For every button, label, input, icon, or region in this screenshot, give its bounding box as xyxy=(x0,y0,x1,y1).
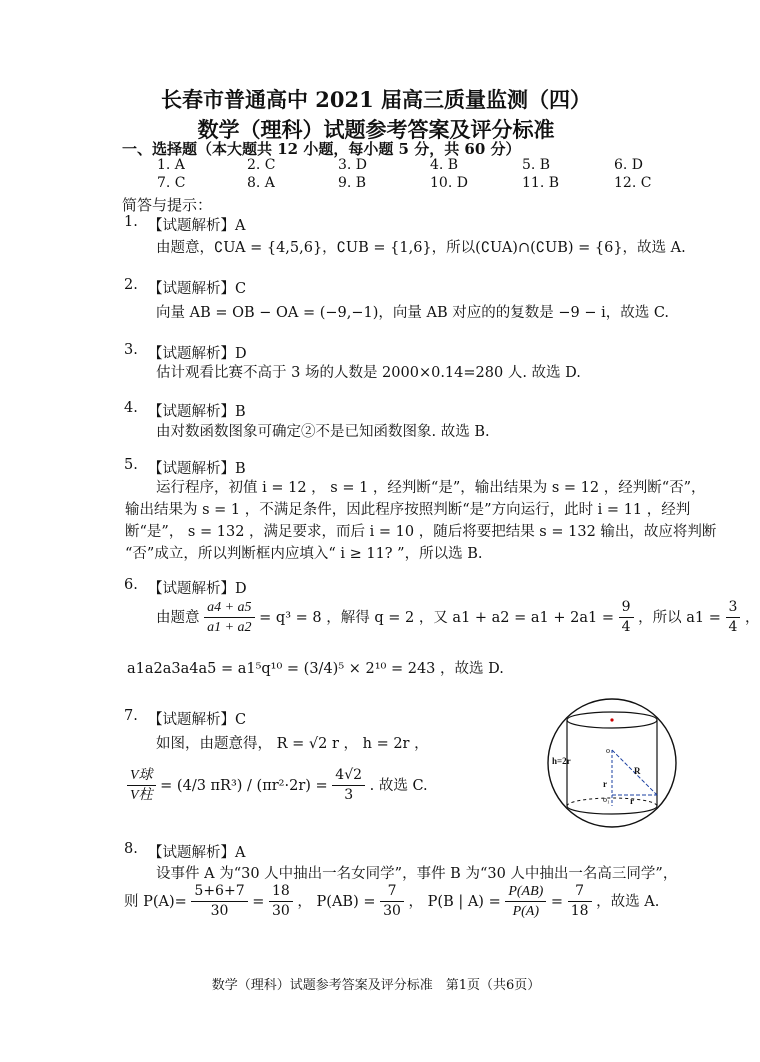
solution-text: 估计观看比赛不高于 3 场的人数是 2000×0.14=280 人. 故选 D. xyxy=(156,365,581,381)
eq-text: = xyxy=(252,893,265,910)
answer-item: 11. B xyxy=(522,175,560,191)
eq-text: = xyxy=(550,893,564,910)
solution-text: 运行程序，初值 i = 12 ， s = 1 ，经判断“是”，输出结果为 s = 12 ，经判断“否”， xyxy=(156,480,706,496)
solution-tag: 【试题解析】C xyxy=(148,712,247,728)
solution-text: 由题意，∁UA = {4,5,6}，∁UB = {1,6}，所以(∁UA)∩(∁UB) = {6}，故选 A. xyxy=(156,240,686,256)
solution-text: 如图，由题意得， R = √2 r ， h = 2r ， xyxy=(156,736,429,752)
fraction xyxy=(726,600,741,636)
fraction-denominator: 4 xyxy=(728,619,738,636)
fraction xyxy=(505,884,546,920)
eq-text: = (4/3 πR³) / (πr²·2r) = xyxy=(160,777,328,794)
question-number: 1. xyxy=(124,214,138,230)
answer-item: 3. D xyxy=(338,157,368,173)
fraction-denominator: a1 + a2 xyxy=(207,620,252,636)
h-label: h=2r xyxy=(552,756,571,766)
answer-item: 6. D xyxy=(614,157,644,173)
solution-tag: 【试题解析】D xyxy=(148,346,247,362)
fraction xyxy=(380,884,404,920)
fraction-denominator: 3 xyxy=(344,787,354,804)
r-label-horizontal: r xyxy=(630,796,634,806)
fraction-numerator: V球 xyxy=(127,768,156,786)
solution-tag: 【试题解析】D xyxy=(148,581,247,597)
solution-tag: 【试题解析】B xyxy=(148,404,246,420)
eq-text: . 故选 C. xyxy=(369,777,428,794)
solution-text: 输出结果为 s = 1 ，不满足条件，因此程序按照判断“是”方向运行，此时 i = 11 ，经判 xyxy=(125,502,691,518)
solution-equation xyxy=(127,768,428,804)
answer-item: 1. A xyxy=(157,157,185,173)
fraction-denominator: P(A) xyxy=(512,904,540,920)
cylinder-bottom-front xyxy=(567,806,657,814)
solution-text: a1a2a3a4a5 = a1⁵q¹⁰ = (3/4)⁵ × 2¹⁰ = 243 ，故选 D. xyxy=(127,661,504,677)
answer-item: 8. A xyxy=(247,175,275,191)
fraction-denominator: 4 xyxy=(621,619,631,636)
answer-item: 2. C xyxy=(247,157,276,173)
fraction xyxy=(269,884,293,920)
eq-text: 则 P(A)= xyxy=(124,893,187,910)
sphere-cylinder-figure xyxy=(544,695,680,831)
section-heading: 一、选择题（本大题共 12 小题，每小题 5 分，共 60 分） xyxy=(122,140,521,158)
fraction-numerator: 4√2 xyxy=(332,768,365,786)
fraction-numerator: 9 xyxy=(619,600,634,618)
o1-label: o₁ xyxy=(603,795,610,804)
fraction-denominator: 18 xyxy=(570,903,589,920)
solution-tag: 【试题解析】B xyxy=(148,461,246,477)
hints-heading: 简答与提示： xyxy=(122,196,213,214)
fraction xyxy=(568,884,592,920)
solution-tag: 【试题解析】C xyxy=(148,281,247,297)
answer-item: 5. B xyxy=(522,157,551,173)
fraction-numerator: 18 xyxy=(269,884,293,902)
r-label-vertical: r xyxy=(603,779,607,789)
question-number: 5. xyxy=(124,457,138,473)
solution-tag: 【试题解析】A xyxy=(148,845,246,861)
fraction-numerator: 5+6+7 xyxy=(191,884,247,902)
page-subtitle: 数学（理科）试题参考答案及评分标准 xyxy=(197,117,555,142)
fraction-numerator: 3 xyxy=(726,600,741,618)
page-footer: 数学（理科）试题参考答案及评分标准 第1页（共6页） xyxy=(211,978,541,993)
solution-text: 设事件 A 为“30 人中抽出一名女同学”，事件 B 为“30 人中抽出一名高三同学”， xyxy=(156,866,678,882)
eq-text: ， P(AB) = xyxy=(297,893,376,910)
fraction-numerator: 7 xyxy=(380,884,404,902)
question-number: 7. xyxy=(124,708,138,724)
solution-text: 向量 AB = OB − OA = (−9,−1)，向量 AB 对应的的复数是 −9 − i，故选 C. xyxy=(156,305,670,321)
eq-text: ，故选 A. xyxy=(596,893,660,910)
question-number: 4. xyxy=(124,400,138,416)
question-number: 3. xyxy=(124,342,138,358)
fraction xyxy=(191,884,247,920)
fraction xyxy=(332,768,365,804)
R-label: R xyxy=(634,766,641,776)
solution-text: “否”成立，所以判断框内应填入“ i ≥ 11? ”，所以选 B. xyxy=(125,546,483,562)
solution-tag: 【试题解析】A xyxy=(148,218,246,234)
eq-text: = q³ = 8 ，解得 q = 2 ，又 a1 + a2 = a1 + 2a1 = xyxy=(259,609,614,626)
solution-text: 由对数函数图象可确定②不是已知函数图象. 故选 B. xyxy=(156,424,490,440)
solution-equation xyxy=(156,600,760,636)
fraction-denominator: 30 xyxy=(383,903,401,920)
answer-item: 12. C xyxy=(614,175,652,191)
eq-text: ， xyxy=(745,609,760,626)
answer-item: 4. B xyxy=(430,157,459,173)
fraction-denominator: V柱 xyxy=(130,788,153,804)
question-number: 2. xyxy=(124,277,138,293)
solution-equation xyxy=(124,884,659,920)
question-number: 8. xyxy=(124,841,138,857)
fraction-denominator: 30 xyxy=(210,903,229,920)
answer-item: 10. D xyxy=(430,175,468,191)
eq-text: ，所以 a1 = xyxy=(638,609,721,626)
answer-item: 9. B xyxy=(338,175,367,191)
eq-text: ， P(B | A) = xyxy=(408,893,501,910)
fraction-numerator: P(AB) xyxy=(505,884,546,902)
fraction xyxy=(619,600,634,636)
top-center-dot xyxy=(610,718,613,721)
fraction xyxy=(127,768,156,804)
fraction-numerator: 7 xyxy=(568,884,592,902)
answer-item: 7. C xyxy=(157,175,186,191)
eq-text: 由题意 xyxy=(156,609,200,626)
fraction-denominator: 30 xyxy=(271,903,290,920)
o-label: o xyxy=(606,746,610,755)
question-number: 6. xyxy=(124,577,138,593)
fraction xyxy=(204,600,254,636)
page-title: 长春市普通高中 2021 届高三质量监测（四） xyxy=(160,87,592,112)
fraction-numerator: a4 + a5 xyxy=(204,600,254,618)
solution-text: 断“是”， s = 132 ，满足要求，而后 i = 10 ，随后将要把结果 s = 132 输出，故应将判断 xyxy=(125,524,717,540)
